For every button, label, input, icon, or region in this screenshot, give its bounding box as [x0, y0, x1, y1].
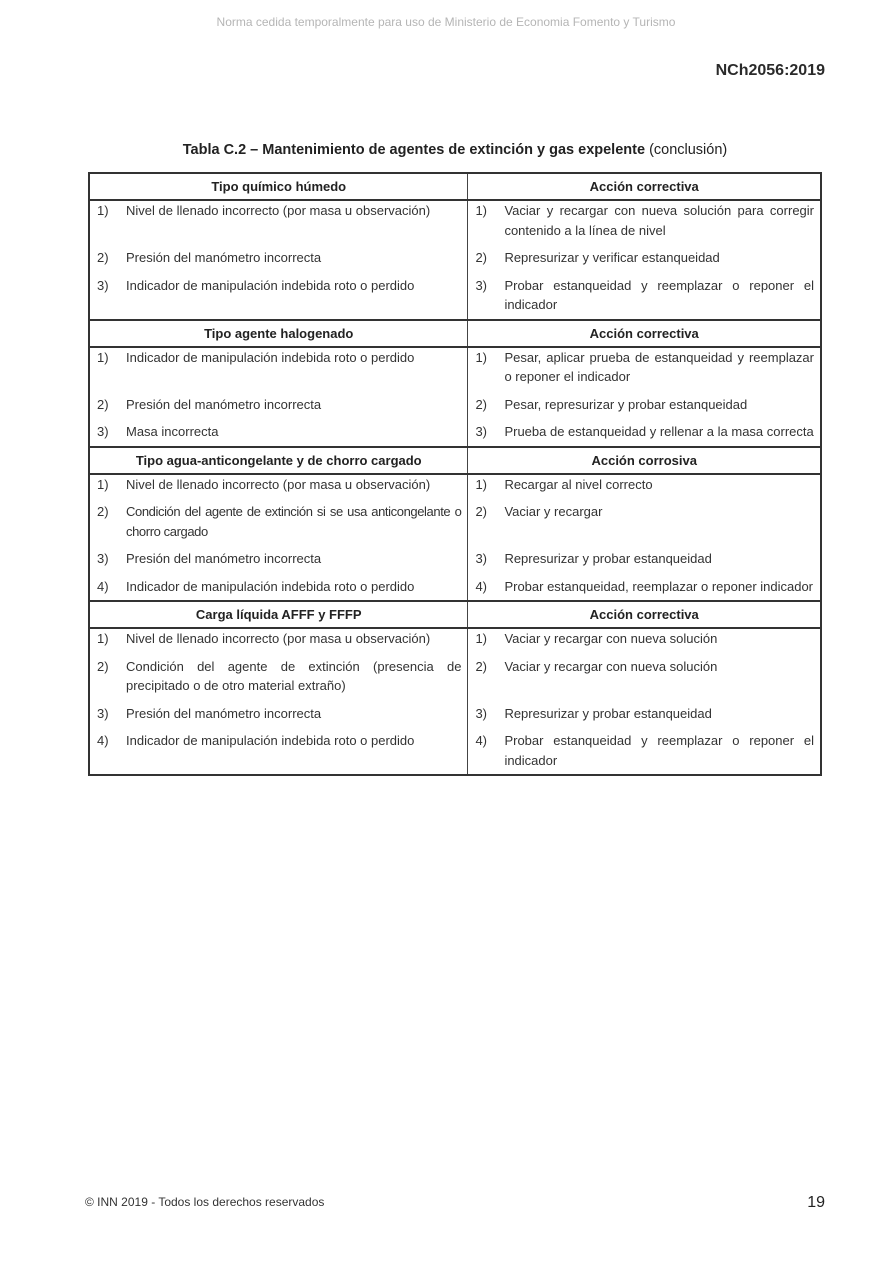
item-number: 2) [475, 504, 487, 519]
section-body-row [89, 347, 821, 447]
page-number: 19 [807, 1194, 825, 1211]
item-text: Indicador de manipulación indebida roto o perdido [126, 277, 415, 293]
table-title-main: Tabla C.2 – Mantenimiento de agentes de extinción y gas expelente [182, 142, 646, 158]
item-number: 3) [475, 551, 487, 566]
item-number: 1) [97, 476, 109, 492]
list-item [468, 704, 820, 724]
item-text: Probar estanqueidad, reemplazar o reponer indicador [504, 578, 814, 594]
list-item [468, 276, 820, 315]
list-item [90, 201, 467, 221]
item-text: Condición del agente de extinción si se usa anticongelante o chorro cargado [126, 504, 462, 539]
item-text: Masa incorrecta [126, 424, 219, 439]
list-item [90, 422, 467, 442]
conditions-cell [89, 628, 468, 775]
list-item [468, 395, 820, 415]
item-text: Nivel de llenado incorrecto (por masa u observación) [126, 476, 431, 492]
item-number: 3) [475, 424, 487, 439]
item-number: 3) [97, 705, 109, 721]
list-item [90, 577, 467, 597]
item-text: Nivel de llenado incorrecto (por masa u observación) [126, 631, 431, 646]
item-text: Indicador de manipulación indebida roto o perdido [126, 578, 415, 594]
section-header-right: Acción correctiva [468, 601, 821, 628]
list-item [90, 475, 467, 495]
section-header-row [89, 320, 821, 347]
item-text: Probar estanqueidad y reemplazar o reponer el indicador [504, 277, 814, 312]
item-text: Vaciar y recargar con nueva solución [504, 631, 718, 646]
list-item [90, 502, 467, 541]
item-text: Presión del manómetro incorrecta [126, 396, 322, 412]
item-text: Presión del manómetro incorrecta [126, 705, 322, 721]
item-number: 3) [475, 705, 487, 721]
item-text: Presión del manómetro incorrecta [126, 250, 322, 265]
item-number: 4) [475, 733, 487, 748]
item-number: 3) [475, 277, 487, 293]
maintenance-table [88, 172, 822, 776]
item-number: 1) [97, 631, 109, 646]
section-body-row [89, 474, 821, 602]
item-number: 2) [97, 396, 109, 412]
item-number: 3) [97, 551, 109, 566]
list-item [468, 502, 820, 522]
watermark-text: Norma cedida temporalmente para uso de Ministerio de Economia Fomento y Turismo [216, 15, 676, 29]
list-item [90, 731, 467, 751]
list-item [468, 657, 820, 677]
item-text: Represurizar y probar estanqueidad [504, 551, 712, 566]
actions-cell [468, 628, 821, 775]
list-item [90, 629, 467, 649]
actions-cell [468, 474, 821, 602]
item-text: Vaciar y recargar [504, 504, 603, 519]
item-text: Represurizar y probar estanqueidad [504, 705, 712, 721]
item-number: 2) [475, 250, 487, 265]
item-number: 1) [97, 349, 109, 365]
list-item [468, 629, 820, 649]
item-text: Indicador de manipulación indebida roto o perdido [126, 733, 415, 748]
list-item [90, 348, 467, 368]
conditions-cell [89, 347, 468, 447]
section-header-row [89, 173, 821, 200]
section-header-right: Acción corrosiva [468, 447, 821, 474]
item-text: Probar estanqueidad y reemplazar o reponer el indicador [504, 733, 814, 768]
section-header-row [89, 447, 821, 474]
item-text: Nivel de llenado incorrecto (por masa u observación) [126, 203, 431, 218]
document-code: NCh2056:2019 [715, 62, 825, 79]
list-item [90, 549, 467, 569]
conditions-cell [89, 200, 468, 320]
list-item [90, 248, 467, 268]
conditions-cell [89, 474, 468, 602]
item-number: 1) [475, 349, 487, 365]
item-text: Vaciar y recargar con nueva solución para corregir contenido a la línea de nivel [504, 203, 814, 238]
section-body-row [89, 200, 821, 320]
list-item [468, 201, 820, 240]
item-number: 2) [475, 396, 487, 412]
actions-cell [468, 200, 821, 320]
item-text: Indicador de manipulación indebida roto o perdido [126, 349, 415, 365]
table-title [0, 142, 892, 158]
section-header-left: Tipo agente halogenado [89, 320, 468, 347]
item-number: 3) [97, 424, 109, 439]
list-item [468, 422, 820, 442]
item-number: 2) [97, 250, 109, 265]
list-item [468, 475, 820, 495]
item-text: Represurizar y verificar estanqueidad [504, 250, 720, 265]
item-number: 2) [97, 658, 109, 674]
item-number: 1) [475, 631, 487, 646]
item-number: 4) [475, 578, 487, 594]
item-text: Vaciar y recargar con nueva solución [504, 658, 718, 674]
list-item [468, 549, 820, 569]
footer-copyright: © INN 2019 - Todos los derechos reservados [85, 1195, 325, 1209]
item-number: 3) [97, 277, 109, 293]
section-header-right: Acción correctiva [468, 320, 821, 347]
item-number: 4) [97, 733, 109, 748]
list-item [468, 348, 820, 387]
item-text: Pesar, represurizar y probar estanqueidad [504, 396, 748, 412]
item-text: Condición del agente de extinción (presencia de precipitado o de otro material extraño) [126, 658, 462, 693]
item-text: Presión del manómetro incorrecta [126, 551, 322, 566]
list-item [90, 704, 467, 724]
section-header-right: Acción correctiva [468, 173, 821, 200]
item-text: Recargar al nivel correcto [504, 476, 653, 492]
actions-cell [468, 347, 821, 447]
list-item [90, 657, 467, 696]
section-header-left: Tipo químico húmedo [89, 173, 468, 200]
list-item [468, 248, 820, 268]
item-number: 2) [475, 658, 487, 674]
list-item [90, 276, 467, 296]
item-number: 1) [475, 203, 487, 218]
list-item [90, 395, 467, 415]
section-body-row [89, 628, 821, 775]
item-text: Prueba de estanqueidad y rellenar a la masa correcta [504, 424, 814, 439]
section-header-left: Carga líquida AFFF y FFFP [89, 601, 468, 628]
item-number: 4) [97, 578, 109, 594]
table-title-suffix: (conclusión) [649, 142, 728, 158]
item-text: Pesar, aplicar prueba de estanqueidad y reemplazar o reponer el indicador [504, 349, 814, 384]
item-number: 2) [97, 504, 109, 519]
list-item [468, 731, 820, 770]
section-header-left: Tipo agua-anticongelante y de chorro cargado [89, 447, 468, 474]
item-number: 1) [475, 476, 487, 492]
section-header-row [89, 601, 821, 628]
list-item [468, 577, 820, 597]
item-number: 1) [97, 203, 109, 218]
